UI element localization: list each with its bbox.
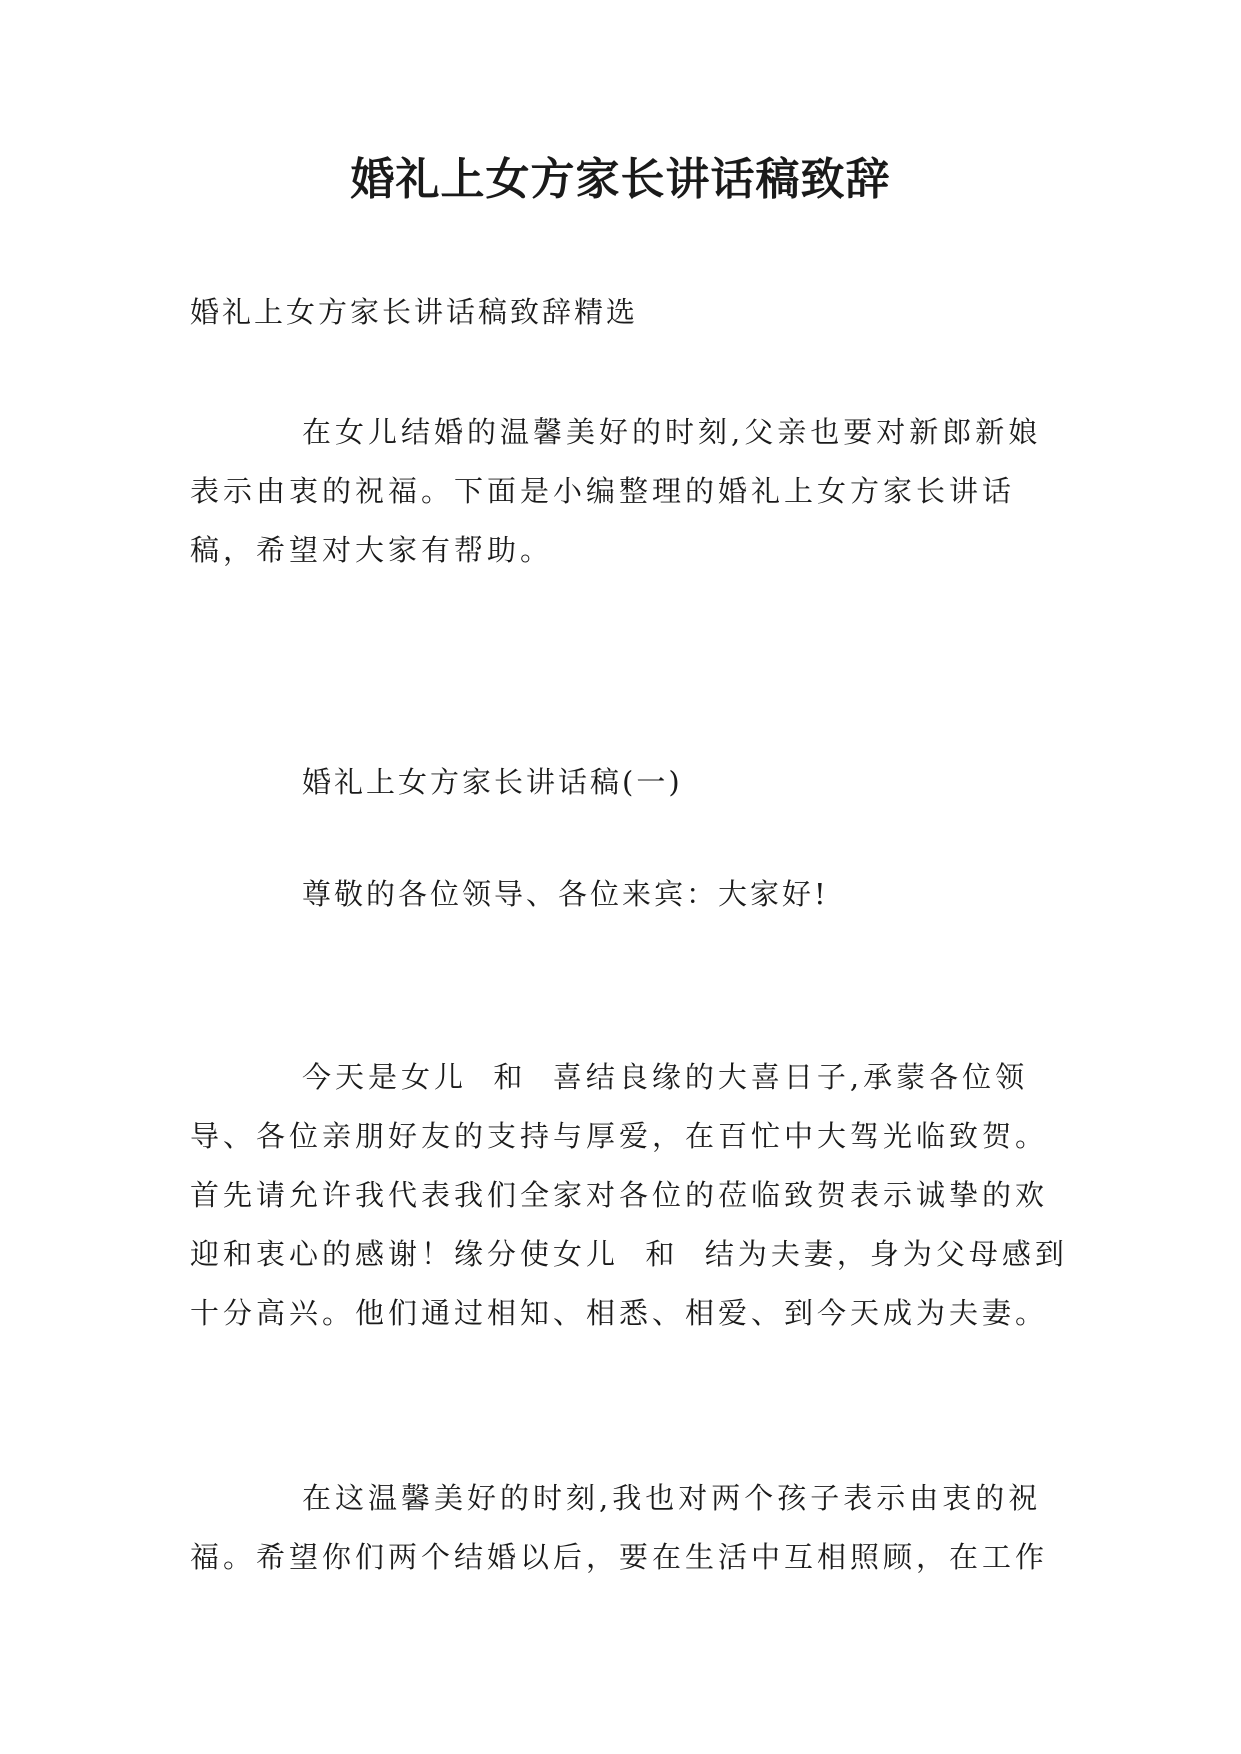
section-heading: 婚礼上女方家长讲话稿(一) (302, 765, 683, 799)
body-paragraph-1: 今天是女儿 和 喜结良缘的大喜日子,承蒙各位领导、各位亲朋好友的支持与厚爱，在百忙中大驾光临致贺。首先请允许我代表我们全家对各位的莅临致贺表示诚挚的欢迎和衷心的感谢！缘分使女儿 和 结为夫妻，身为父母感到十分高兴。他们通过相知、相悉、相爱、到今天成为夫妻。 (190, 1060, 1068, 1330)
document-title: 婚礼上女方家长讲话稿致辞 (350, 154, 891, 205)
body-paragraph-2: 在这温馨美好的时刻,我也对两个孩子表示由衷的祝福。希望你们两个结婚以后，要在生活中互相照顾，在工作 (190, 1481, 1049, 1574)
intro-paragraph: 在女儿结婚的温馨美好的时刻,父亲也要对新郎新娘表示由衷的祝福。下面是小编整理的婚礼上女方家长讲话稿，希望对大家有帮助。 (190, 415, 1042, 567)
greeting-line: 尊敬的各位领导、各位来宾：大家好! (302, 877, 829, 911)
document-subtitle: 婚礼上女方家长讲话稿致辞精选 (190, 295, 639, 329)
